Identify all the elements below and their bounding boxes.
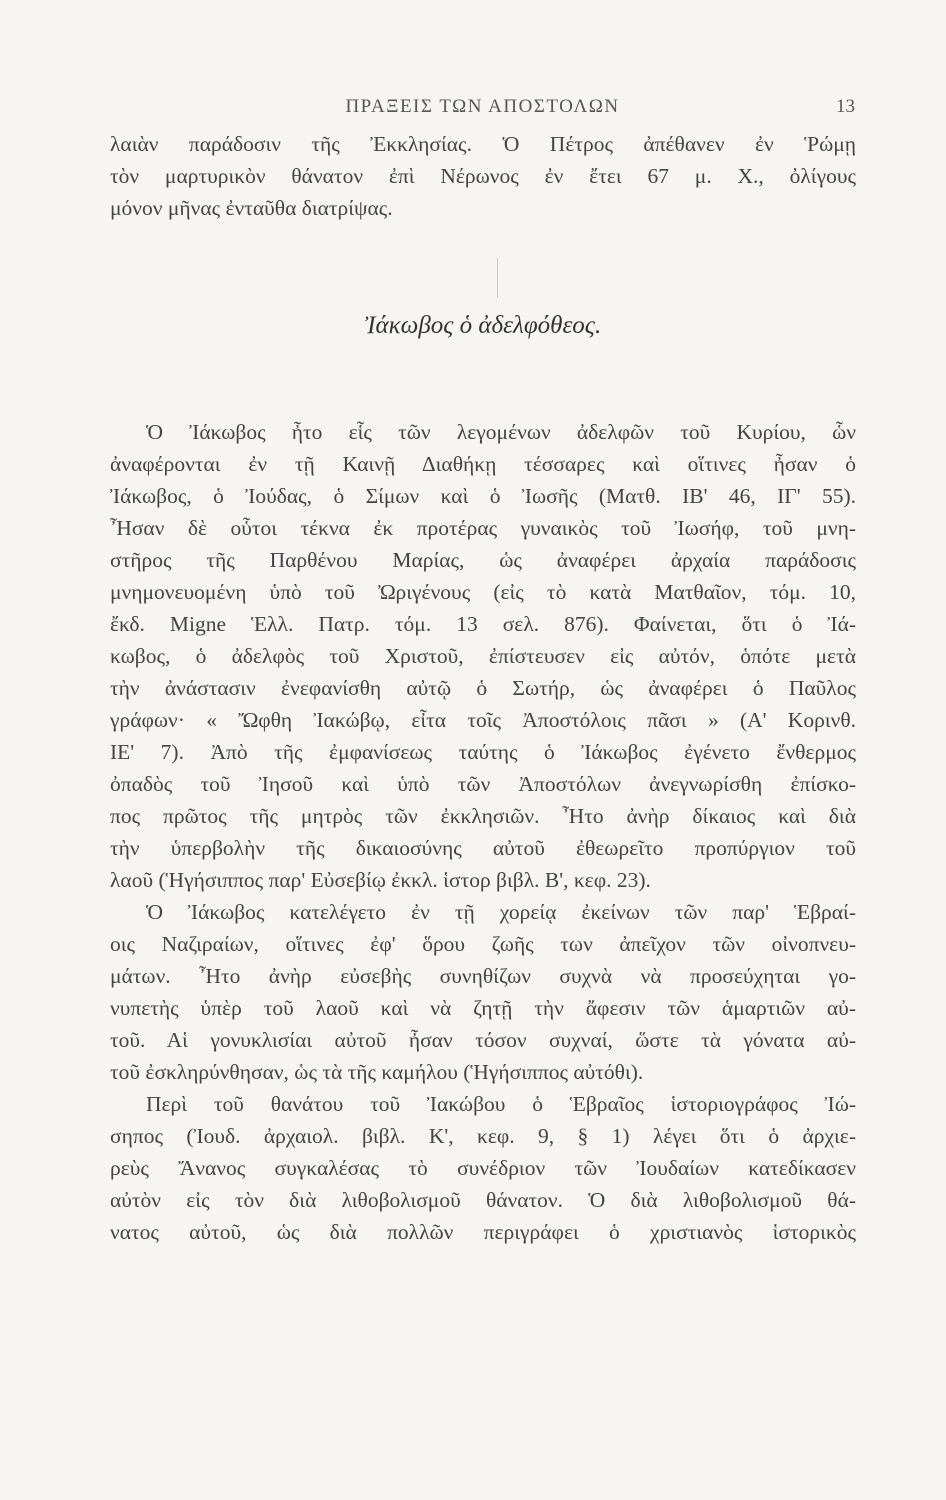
text-line: Ὁ Ἰάκωβος κατελέγετο ἐν τῇ χορείᾳ ἐκείνων τῶν παρ' Ἑβραί- <box>146 900 856 924</box>
text-line: ἔκδ. Migne Ἑλλ. Πατρ. τόμ. 13 σελ. 876). Φαίνεται, ὅτι ὁ Ἰά- <box>110 612 856 636</box>
text-line: μάτων. Ἦτο ἀνὴρ εὐσεβὴς συνηθίζων συχνὰ νὰ προσεύχηται γο- <box>110 964 856 988</box>
text-line: τὸν μαρτυρικὸν θάνατον ἐπὶ Νέρωνος ἐν ἔτει 67 μ. Χ., ὀλίγους <box>110 164 856 188</box>
text-line: τὴν ἀνάστασιν ἐνεφανίσθη αὐτῷ ὁ Σωτήρ, ὡς ἀναφέρει ὁ Παῦλος <box>110 676 856 700</box>
text-line: ἀναφέρονται ἐν τῇ Καινῇ Διαθήκῃ τέσσαρες καὶ οἵτινες ἦσαν ὁ <box>110 452 856 476</box>
text-line: αὐτὸν εἰς τὸν διὰ λιθοβολισμοῦ θάνατον. Ὁ διὰ λιθοβολισμοῦ θά- <box>110 1188 856 1212</box>
text-line: Ὁ Ἰάκωβος ἦτο εἷς τῶν λεγομένων ἀδελφῶν τοῦ Κυρίου, ὧν <box>146 420 856 444</box>
page-number: 13 <box>836 96 855 117</box>
text-line: Περὶ τοῦ θανάτου τοῦ Ἰακώβου ὁ Ἑβραῖος ἱστοριογράφος Ἰώ- <box>146 1092 856 1116</box>
text-line: ρεὺς Ἄνανος συγκαλέσας τὸ συνέδριον τῶν Ἰουδαίων κατεδίκασεν <box>110 1156 856 1180</box>
text-line: Ἦσαν δὲ οὗτοι τέκνα ἐκ προτέρας γυναικὸς τοῦ Ἰωσήφ, τοῦ μνη- <box>110 516 856 540</box>
running-title: ΠΡΑΞΕΙΣ ΤΩΝ ΑΠΟΣΤΟΛΩΝ <box>345 96 620 117</box>
text-line: ΙΕ' 7). Ἀπὸ τῆς ἐμφανίσεως ταύτης ὁ Ἰάκωβος ἐγένετο ἔνθερμος <box>110 740 856 764</box>
running-head <box>110 96 855 126</box>
text-line: σηπος (Ἰουδ. ἀρχαιολ. βιβλ. Κ', κεφ. 9, § 1) λέγει ὅτι ὁ ἀρχιε- <box>110 1124 856 1148</box>
text-line: μνημονευομένη ὑπὸ τοῦ Ὠριγένους (εἰς τὸ κατὰ Ματθαῖον, τόμ. 10, <box>110 580 856 604</box>
pencil-mark <box>497 258 498 298</box>
text-line: νυπετὴς ὑπὲρ τοῦ λαοῦ καὶ νὰ ζητῇ τὴν ἄφεσιν τῶν ἁμαρτιῶν αὐ- <box>110 996 856 1020</box>
paragraph-3 <box>110 1088 856 1248</box>
text-line: τοῦ ἐσκληρύνθησαν, ὡς τὰ τῆς καμήλου (Ἡγήσιππος αὐτόθι). <box>110 1060 644 1084</box>
text-line: οις Ναζιραίων, οἵτινες ἐφ' ὅρου ζωῆς των ἀπεῖχον τῶν οἰνοπνευ- <box>110 932 856 956</box>
text-line: πος πρῶτος τῆς μητρὸς τῶν ἐκκλησιῶν. Ἦτο ἀνὴρ δίκαιος καὶ διὰ <box>110 804 856 828</box>
text-line: ὀπαδὸς τοῦ Ἰησοῦ καὶ ὑπὸ τῶν Ἀποστόλων ἀνεγνωρίσθη ἐπίσκο- <box>110 772 856 796</box>
intro-paragraph <box>110 128 856 224</box>
text-line: Ἰάκωβος, ὁ Ἰούδας, ὁ Σίμων καὶ ὁ Ἰωσῆς (Ματθ. ΙΒ' 46, ΙΓ' 55). <box>110 484 856 508</box>
paragraph-1 <box>110 416 856 896</box>
text-line: τὴν ὑπερβολὴν τῆς δικαιοσύνης αὐτοῦ ἐθεωρεῖτο προπύργιον τοῦ <box>110 836 856 860</box>
text-line: στῆρος τῆς Παρθένου Μαρίας, ὡς ἀναφέρει ἀρχαία παράδοσις <box>110 548 856 572</box>
text-line: λαιὰν παράδοσιν τῆς Ἐκκλησίας. Ὁ Πέτρος ἀπέθανεν ἐν Ῥώμῃ <box>110 132 856 156</box>
body-text <box>110 416 856 1248</box>
text-line: τοῦ. Αἱ γονυκλισίαι αὐτοῦ ἦσαν τόσον συχναί, ὥστε τὰ γόνατα αὐ- <box>110 1028 856 1052</box>
text-line: μόνον μῆνας ἐνταῦθα διατρίψας. <box>110 196 393 220</box>
paragraph-2 <box>110 896 856 1088</box>
text-line: νατος αὐτοῦ, ὡς διὰ πολλῶν περιγράφει ὁ χριστιανὸς ἱστορικὸς <box>110 1220 856 1244</box>
section-title: Ἰάκωβος ὁ ἀδελφόθεος. <box>364 312 602 339</box>
text-line: λαοῦ (Ἡγήσιππος παρ' Εὐσεβίῳ ἐκκλ. ἱστορ βιβλ. Β', κεφ. 23). <box>110 868 651 892</box>
text-line: γράφων· « Ὤφθη Ἰακώβῳ, εἶτα τοῖς Ἀποστόλοις πᾶσι » (Α' Κορινθ. <box>110 708 856 732</box>
text-line: κωβος, ὁ ἀδελφὸς τοῦ Χριστοῦ, ἐπίστευσεν εἰς αὐτόν, ὁπότε μετὰ <box>110 644 856 668</box>
